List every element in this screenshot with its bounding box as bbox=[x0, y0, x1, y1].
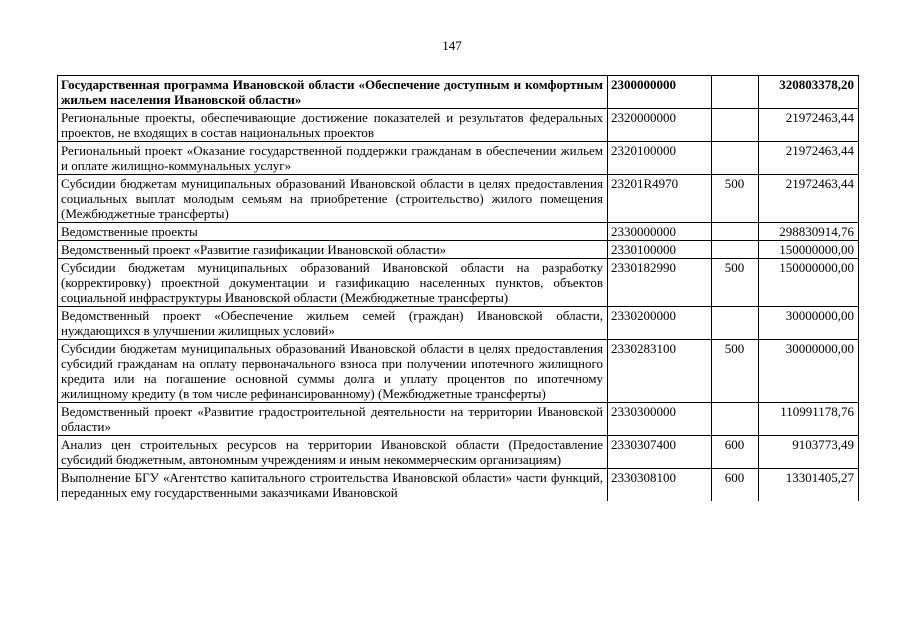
row-name-cell: Ведомственный проект «Развитие газификации Ивановской области» bbox=[58, 241, 608, 259]
row-name-cell: Субсидии бюджетам муниципальных образований Ивановской области в целях предоставления субсидий гражданам на оплату первоначального взноса при получении ипотечного жилищного кредита или на погашение основной суммы долга и уплату процентов по ипотечному жилищному кредиту (в том числе рефинансированному) (Межбюджетные трансферты) bbox=[58, 340, 608, 403]
row-name-cell: Региональные проекты, обеспечивающие достижение показателей и результатов федеральных проектов, не входящих в состав национальных проектов bbox=[58, 109, 608, 142]
row-expense-type-cell bbox=[712, 109, 759, 142]
row-code-cell: 23201R4970 bbox=[608, 175, 712, 223]
row-sum-cell: 320803378,20 bbox=[759, 76, 859, 109]
row-sum-cell: 30000000,00 bbox=[759, 340, 859, 403]
row-expense-type-cell: 500 bbox=[712, 175, 759, 223]
budget-table-body bbox=[58, 76, 859, 502]
row-expense-type-cell bbox=[712, 241, 759, 259]
row-name-cell: Ведомственный проект «Обеспечение жильем семей (граждан) Ивановской области, нуждающихся в улучшении жилищных условий» bbox=[58, 307, 608, 340]
table-row bbox=[58, 223, 859, 241]
row-sum-cell: 9103773,49 bbox=[759, 436, 859, 469]
budget-table bbox=[57, 75, 859, 501]
table-row bbox=[58, 76, 859, 109]
row-expense-type-cell bbox=[712, 307, 759, 340]
row-code-cell: 2330100000 bbox=[608, 241, 712, 259]
table-row bbox=[58, 259, 859, 307]
table-row bbox=[58, 469, 859, 502]
row-sum-cell: 21972463,44 bbox=[759, 142, 859, 175]
row-code-cell: 2330200000 bbox=[608, 307, 712, 340]
row-expense-type-cell: 600 bbox=[712, 469, 759, 502]
row-code-cell: 2300000000 bbox=[608, 76, 712, 109]
row-expense-type-cell bbox=[712, 142, 759, 175]
row-sum-cell: 21972463,44 bbox=[759, 175, 859, 223]
row-name-cell: Государственная программа Ивановской области «Обеспечение доступным и комфортным жильем населения Ивановской области» bbox=[58, 76, 608, 109]
row-code-cell: 2330308100 bbox=[608, 469, 712, 502]
row-expense-type-cell bbox=[712, 223, 759, 241]
table-row bbox=[58, 142, 859, 175]
row-code-cell: 2330307400 bbox=[608, 436, 712, 469]
row-expense-type-cell: 600 bbox=[712, 436, 759, 469]
row-name-cell: Региональный проект «Оказание государственной поддержки гражданам в обеспечении жильем и оплате жилищно-коммунальных услуг» bbox=[58, 142, 608, 175]
table-row bbox=[58, 175, 859, 223]
row-sum-cell: 13301405,27 bbox=[759, 469, 859, 502]
row-code-cell: 2330182990 bbox=[608, 259, 712, 307]
row-name-cell: Ведомственный проект «Развитие градостроительной деятельности на территории Ивановской области» bbox=[58, 403, 608, 436]
table-row bbox=[58, 403, 859, 436]
page-number: 147 bbox=[442, 38, 462, 53]
row-sum-cell: 150000000,00 bbox=[759, 241, 859, 259]
row-sum-cell: 110991178,76 bbox=[759, 403, 859, 436]
row-sum-cell: 30000000,00 bbox=[759, 307, 859, 340]
row-code-cell: 2320100000 bbox=[608, 142, 712, 175]
row-sum-cell: 150000000,00 bbox=[759, 259, 859, 307]
row-code-cell: 2330283100 bbox=[608, 340, 712, 403]
row-expense-type-cell bbox=[712, 76, 759, 109]
table-row bbox=[58, 241, 859, 259]
table-row bbox=[58, 340, 859, 403]
row-code-cell: 2330300000 bbox=[608, 403, 712, 436]
table-row bbox=[58, 307, 859, 340]
row-sum-cell: 298830914,76 bbox=[759, 223, 859, 241]
row-code-cell: 2330000000 bbox=[608, 223, 712, 241]
row-name-cell: Субсидии бюджетам муниципальных образований Ивановской области в целях предоставления социальных выплат молодым семьям на приобретение (строительство) жилого помещения (Межбюджетные трансферты) bbox=[58, 175, 608, 223]
row-name-cell: Ведомственные проекты bbox=[58, 223, 608, 241]
row-name-cell: Выполнение БГУ «Агентство капитального строительства Ивановской области» части функций, переданных ему государственными заказчиками Ивановской bbox=[58, 469, 608, 502]
row-name-cell: Субсидии бюджетам муниципальных образований Ивановской области на разработку (корректировку) проектной документации и газификацию населенных пунктов, объектов социальной инфраструктуры Ивановской области (Межбюджетные трансферты) bbox=[58, 259, 608, 307]
row-expense-type-cell: 500 bbox=[712, 340, 759, 403]
row-name-cell: Анализ цен строительных ресурсов на территории Ивановской области (Предоставление субсидий бюджетным, автономным учреждениям и иным некоммерческим организациям) bbox=[58, 436, 608, 469]
row-code-cell: 2320000000 bbox=[608, 109, 712, 142]
table-row bbox=[58, 109, 859, 142]
row-expense-type-cell bbox=[712, 403, 759, 436]
row-sum-cell: 21972463,44 bbox=[759, 109, 859, 142]
table-row bbox=[58, 436, 859, 469]
row-expense-type-cell: 500 bbox=[712, 259, 759, 307]
